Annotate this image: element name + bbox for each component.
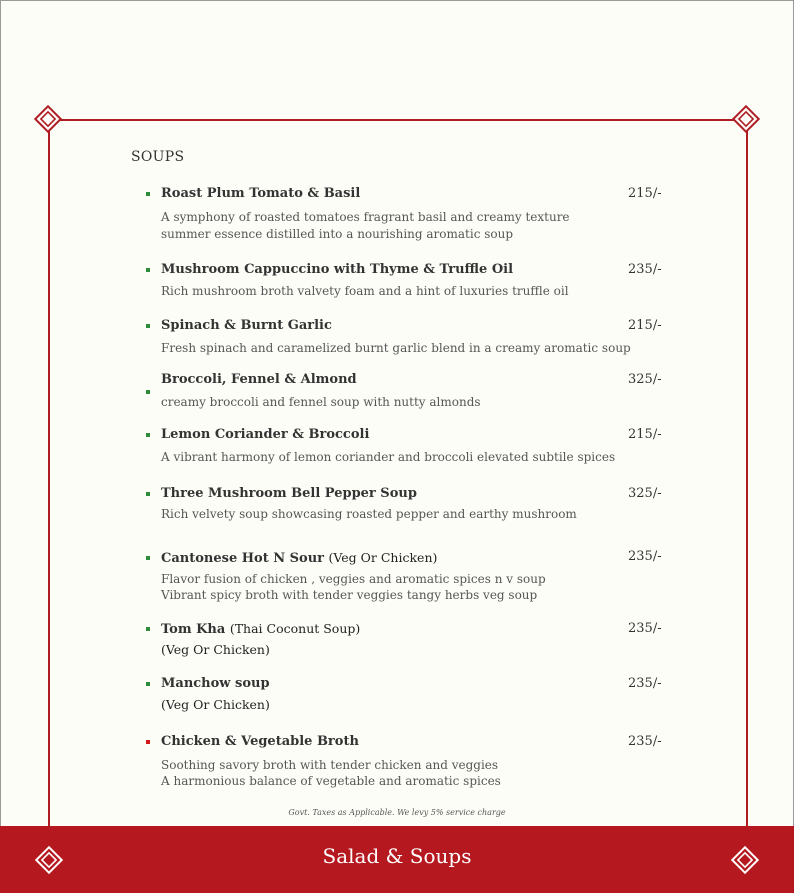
item-variant: (Veg Or Chicken) xyxy=(161,642,270,657)
item-name-text: Lemon Coriander & Broccoli xyxy=(161,427,370,442)
diamond-ornament-icon xyxy=(33,104,63,134)
item-description: Vibrant spicy broth with tender veggies tangy herbs veg soup xyxy=(161,588,538,602)
item-description: Flavor fusion of chicken , veggies and aromatic spices n v soup xyxy=(161,572,546,586)
item-price: 215/- xyxy=(628,318,662,333)
veg-bullet-icon xyxy=(146,492,150,496)
item-name xyxy=(161,676,270,691)
footer-title: Salad & Soups xyxy=(322,844,472,868)
item-name-text: Roast Plum Tomato & Basil xyxy=(161,186,361,201)
item-name-text: Cantonese Hot N Sour xyxy=(161,551,324,566)
veg-bullet-icon xyxy=(146,682,150,686)
item-name-text: Tom Kha xyxy=(161,622,226,637)
item-description: creamy broccoli and fennel soup with nutty almonds xyxy=(161,395,481,409)
item-name xyxy=(161,621,360,637)
veg-bullet-icon xyxy=(146,390,150,394)
item-name xyxy=(161,372,357,387)
item-name xyxy=(161,427,369,442)
item-description: Fresh spinach and caramelized burnt garlic blend in a creamy aromatic soup xyxy=(161,341,631,355)
item-name xyxy=(161,186,360,201)
item-name xyxy=(161,486,417,501)
item-price: 235/- xyxy=(628,621,662,636)
tax-note: Govt. Taxes as Applicable. We levy 5% service charge xyxy=(288,808,506,817)
veg-bullet-icon xyxy=(146,627,150,631)
item-price: 215/- xyxy=(628,427,662,442)
item-name xyxy=(161,262,513,277)
item-price: 235/- xyxy=(628,262,662,277)
veg-bullet-icon xyxy=(146,556,150,560)
item-price: 325/- xyxy=(628,372,662,387)
item-description: Rich mushroom broth valvety foam and a hint of luxuries truffle oil xyxy=(161,284,569,298)
item-description: summer essence distilled into a nourishing aromatic soup xyxy=(161,227,514,241)
veg-bullet-icon xyxy=(146,192,150,196)
veg-bullet-icon xyxy=(146,268,150,272)
item-name-text: Broccoli, Fennel & Almond xyxy=(161,372,357,387)
item-name xyxy=(161,734,359,749)
item-description: Soothing savory broth with tender chicken and veggies xyxy=(161,758,499,772)
item-name xyxy=(161,318,332,333)
item-price: 235/- xyxy=(628,734,662,749)
item-price: 235/- xyxy=(628,676,662,691)
item-name-text: Manchow soup xyxy=(161,676,270,691)
nonveg-bullet-icon xyxy=(146,740,150,744)
item-price: 235/- xyxy=(628,549,662,564)
veg-bullet-icon xyxy=(146,433,150,437)
item-price: 325/- xyxy=(628,486,662,501)
item-name-text: Three Mushroom Bell Pepper Soup xyxy=(161,486,417,501)
item-description: A vibrant harmony of lemon coriander and broccoli elevated subtile spices xyxy=(161,450,616,464)
item-description: Rich velvety soup showcasing roasted pepper and earthy mushroom xyxy=(161,507,577,521)
section-title: SOUPS xyxy=(131,149,185,165)
item-description: A symphony of roasted tomatoes fragrant basil and creamy texture xyxy=(161,210,570,224)
item-price: 215/- xyxy=(628,186,662,201)
diamond-ornament-icon xyxy=(731,104,761,134)
veg-bullet-icon xyxy=(146,324,150,328)
item-name-text: Spinach & Burnt Garlic xyxy=(161,318,332,333)
item-subtitle: (Veg Or Chicken) xyxy=(328,550,438,565)
item-description: A harmonious balance of vegetable and aromatic spices xyxy=(161,774,501,788)
item-name xyxy=(161,550,437,566)
item-name-text: Mushroom Cappuccino with Thyme & Truffle Oil xyxy=(161,262,514,277)
item-variant: (Veg Or Chicken) xyxy=(161,697,270,712)
item-name-text: Chicken & Vegetable Broth xyxy=(161,734,359,749)
item-subtitle: (Thai Coconut Soup) xyxy=(229,621,361,636)
